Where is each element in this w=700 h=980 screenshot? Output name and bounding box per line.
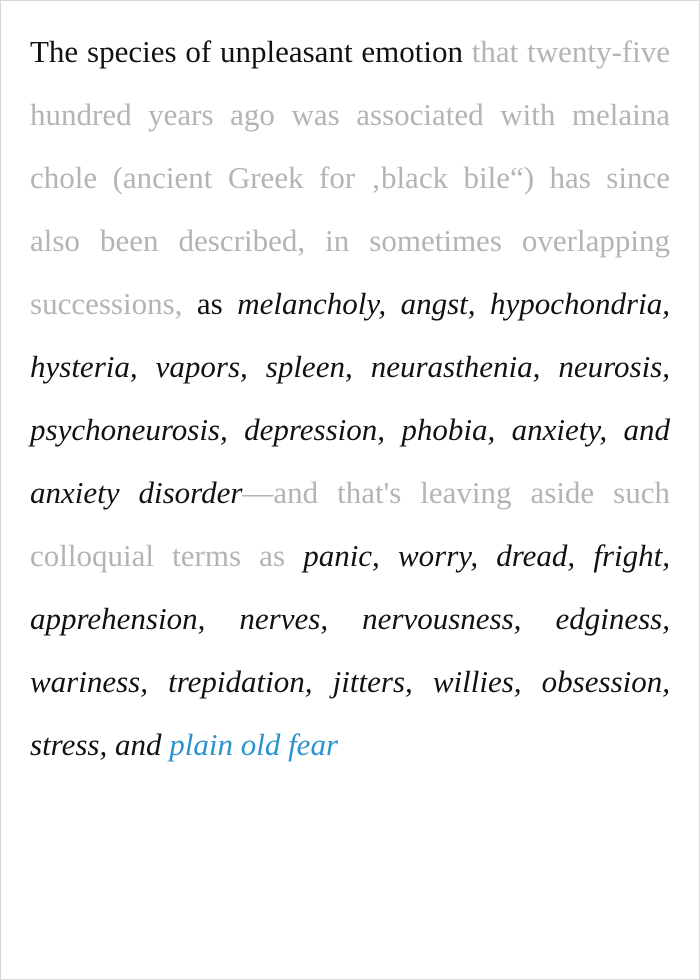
colloquial-terms-list: panic, worry, dread, fright, apprehension, nerves, nervousness, edginess, wariness, trepidation, jitters, willies, obsession, stress, and	[30, 538, 670, 762]
clinical-terms-list: melancholy, angst, hypochondria, hysteria, vapors, spleen, neurasthenia, neurosis, psychoneurosis, depression, phobia, anxiety, and anxiety disorder	[30, 286, 670, 510]
highlighted-phrase: plain old fear	[169, 727, 339, 762]
colloquial-clause: —and that's leaving aside such colloquial terms as	[30, 475, 670, 573]
history-clause: that twenty-five hundred years ago was associated with melaina chole (ancient Greek for ‚black bile“) has since also been described, in sometimes overlapping successions,	[30, 34, 670, 321]
as-connector: as	[196, 286, 238, 321]
text-passage	[30, 20, 670, 776]
intro-phrase: The species of unpleasant emotion	[30, 34, 472, 69]
